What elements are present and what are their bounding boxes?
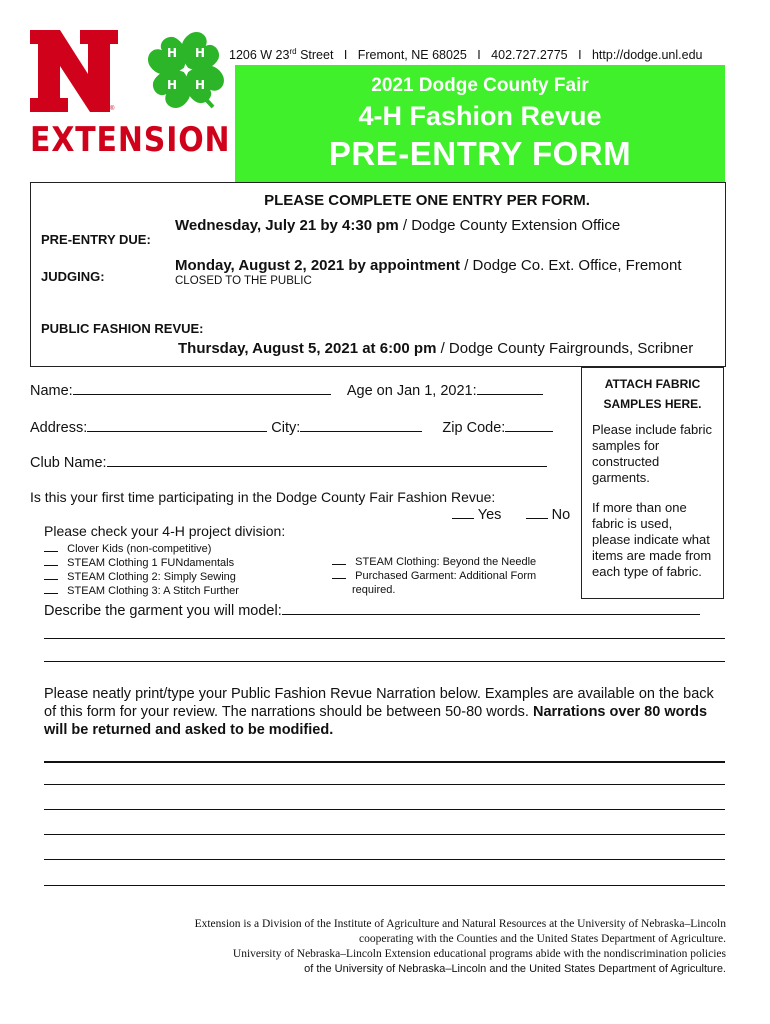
narration-line[interactable] — [44, 761, 725, 763]
separator: I — [343, 48, 348, 63]
address-label: Address: — [30, 420, 88, 436]
division-list-left — [44, 542, 239, 598]
division-option[interactable]: STEAM Clothing: Beyond the Needle — [332, 555, 536, 569]
due-detail: Wednesday, July 21 by 4:30 pm / Dodge County Extension Office — [175, 217, 621, 234]
club-label: Club Name: — [30, 455, 107, 471]
attach-instructions-1: Please include fabric samples for constructed garments. — [592, 422, 712, 485]
contact-line — [229, 47, 702, 62]
svg-text:H: H — [166, 78, 178, 92]
age-label: Age on Jan 1, 2021: — [346, 383, 477, 399]
club-field[interactable] — [107, 466, 547, 467]
svg-text:H: H — [194, 46, 206, 60]
describe-row — [44, 603, 700, 619]
separator: I — [578, 48, 582, 63]
division-option[interactable]: Clover Kids (non-competitive) — [44, 542, 239, 556]
city-zip: Fremont, NE 68025 — [357, 48, 467, 63]
yes-checkbox[interactable] — [452, 518, 474, 519]
describe-line[interactable] — [44, 638, 725, 639]
describe-field[interactable] — [282, 614, 700, 615]
public-revue-label: PUBLIC FASHION REVUE: — [41, 321, 204, 336]
address: 1206 W 23rd Street — [229, 47, 334, 63]
judging-note: CLOSED TO THE PUBLIC — [175, 275, 312, 287]
yes-no-row — [452, 507, 570, 523]
describe-label: Describe the garment you will model: — [44, 603, 282, 619]
address-row — [30, 420, 553, 436]
title-banner — [235, 65, 725, 182]
schedule-box — [30, 182, 726, 367]
website-link[interactable]: http://dodge.unl.edu — [591, 48, 703, 63]
first-time-question: Is this your first time participating in the Dodge County Fair Fashion Revue: — [30, 489, 496, 505]
extension-wordmark: EXTENSION — [30, 120, 231, 160]
judging-label: JUDGING: — [41, 269, 105, 284]
narration-line[interactable] — [44, 809, 725, 810]
form-title: PRE-ENTRY FORM — [328, 135, 632, 172]
footer-disclaimer: Extension is a Division of the Institute of Agriculture and Natural Resources at the University of Nebraska–Lincoln cooperating with the Counties and the United States Department of Agriculture. University of Nebraska–Lincoln Extension educational programs abide with the nondiscrimination policies of the University of Nebraska–Lincoln and the United States Department of Agriculture. — [194, 918, 726, 975]
attach-instructions-2: If more than one fabric is used, please indicate what items are made from each type of fabric. — [592, 500, 712, 579]
division-option[interactable]: STEAM Clothing 2: Simply Sewing — [44, 570, 239, 584]
fabric-sample-box — [581, 367, 724, 599]
nebraska-n-logo — [30, 30, 118, 112]
zip-field[interactable] — [505, 431, 553, 432]
age-field[interactable] — [477, 394, 543, 395]
due-label: PRE-ENTRY DUE: — [41, 232, 151, 247]
public-revue-detail: Thursday, August 5, 2021 at 6:00 pm / Dodge County Fairgrounds, Scribner — [178, 340, 694, 357]
name-label: Name: — [30, 383, 73, 399]
fair-title: 2021 Dodge County Fair — [371, 75, 589, 96]
complete-note: PLEASE COMPLETE ONE ENTRY PER FORM. — [264, 192, 590, 209]
attach-heading: ATTACH FABRIC SAMPLES HERE. — [603, 377, 702, 411]
narration-instructions: Please neatly print/type your Public Fashion Revue Narration below. Examples are available on the back of this form for your review. The narrations should be between 50-80 words. Narrations over 80 words will be returned and asked to be modified. — [44, 686, 714, 738]
division-option[interactable]: STEAM Clothing 1 FUNdamentals — [44, 556, 239, 570]
club-row — [30, 455, 547, 471]
division-list-right — [332, 555, 536, 597]
narration-line[interactable] — [44, 784, 725, 785]
narration-line[interactable] — [44, 885, 725, 886]
name-row — [30, 383, 543, 399]
separator: I — [477, 48, 481, 63]
division-option[interactable]: Purchased Garment: Additional Form — [332, 569, 536, 583]
svg-text:H: H — [166, 46, 178, 60]
phone: 402.727.2775 — [491, 48, 568, 63]
narration-line[interactable] — [44, 834, 725, 835]
division-option-note: required. — [352, 584, 396, 596]
describe-line[interactable] — [44, 661, 725, 662]
4h-clover-icon — [143, 27, 229, 113]
yes-label: Yes — [477, 507, 502, 523]
no-checkbox[interactable] — [526, 518, 548, 519]
address-field[interactable] — [87, 431, 267, 432]
judging-detail: Monday, August 2, 2021 by appointment / Dodge Co. Ext. Office, Fremont — [175, 257, 682, 274]
name-field[interactable] — [73, 394, 331, 395]
narration-line[interactable] — [44, 859, 725, 860]
city-field[interactable] — [300, 431, 422, 432]
svg-text:H: H — [194, 78, 206, 92]
division-prompt: Please check your 4-H project division: — [44, 523, 286, 539]
event-title: 4-H Fashion Revue — [358, 101, 602, 131]
no-label: No — [551, 507, 571, 523]
city-label: City: — [271, 420, 301, 436]
zip-label: Zip Code: — [442, 420, 506, 436]
svg-text:®: ® — [110, 106, 115, 112]
division-option[interactable]: STEAM Clothing 3: A Stitch Further — [44, 584, 239, 598]
